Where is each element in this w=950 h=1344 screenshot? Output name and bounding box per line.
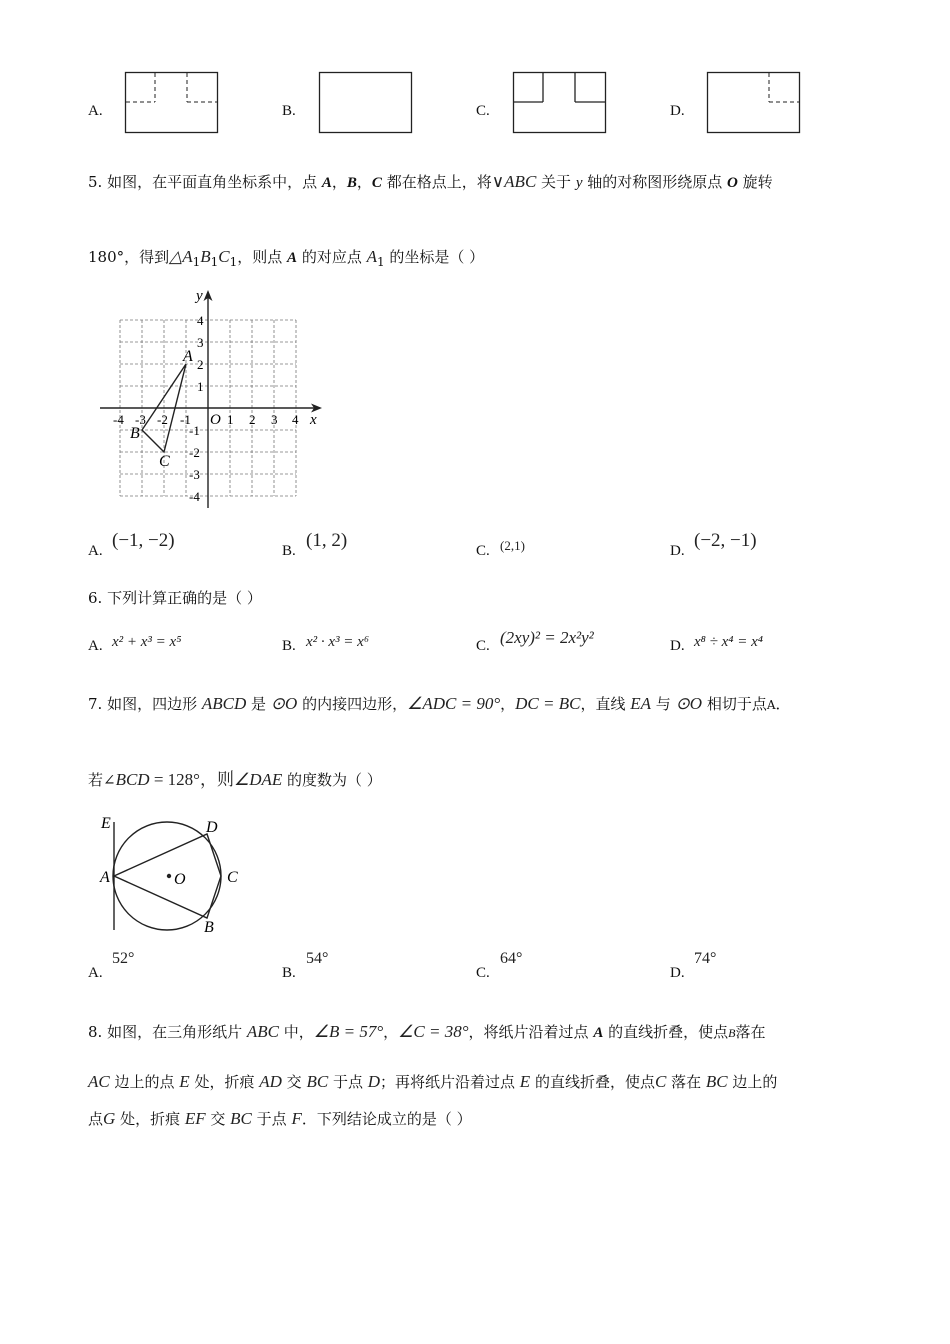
q6-option-c-label[interactable]: C. [476, 638, 490, 654]
q7-option-d-label[interactable]: D. [670, 965, 685, 981]
label-a: A [100, 869, 110, 886]
svg-text:4: 4 [292, 412, 299, 427]
svg-text:-2: -2 [189, 445, 200, 460]
q6-option-d-label[interactable]: D. [670, 638, 685, 654]
svg-text:-3: -3 [135, 412, 146, 427]
q7-circle-figure [96, 812, 256, 938]
q6-stem: 6. 下列计算正确的是（ ） [88, 589, 262, 607]
q5-option-c-label[interactable]: C. [476, 543, 490, 559]
q7-option-b-value: 54° [306, 950, 329, 967]
q7-option-b-label[interactable]: B. [282, 965, 296, 981]
q7-stem-line1: 7. 如图，四边形 ABCD 是 ⊙O 的内接四边形，∠ADC = 90°，DC = BC，直线 EA 与 ⊙O 相切于点A． [88, 694, 791, 713]
x-tick-labels [113, 412, 299, 427]
point-a-label: A [183, 348, 193, 365]
q7-option-a-label[interactable]: A. [88, 965, 103, 981]
q4-option-a-figure [124, 71, 220, 135]
q4-option-c-figure [512, 71, 608, 135]
svg-text:-1: -1 [189, 423, 200, 438]
q5-option-d-value: (−2, −1) [694, 530, 757, 551]
svg-text:1: 1 [227, 412, 234, 427]
svg-text:4: 4 [197, 313, 204, 328]
q8-stem-line2: AC 边上的点 E 处，折痕 AD 交 BC 于点 D；再将纸片沿着过点 E 的直线折叠，使点C 落在 BC 边上的 [88, 1072, 778, 1091]
svg-text:-4: -4 [113, 412, 124, 427]
q7-option-d-value: 74° [694, 950, 717, 967]
svg-text:1: 1 [197, 379, 204, 394]
label-e: E [101, 815, 111, 832]
point-b-label: B [130, 425, 140, 442]
center-point [167, 874, 171, 878]
q5-stem-line2: 180°，得到$\triangle A_1B_1C_1$，则点 A 的对应点 $A_1$ 的坐标是（ ） [88, 247, 485, 269]
svg-text:2: 2 [249, 412, 256, 427]
svg-text:3: 3 [197, 335, 204, 350]
origin-label: O [210, 412, 221, 428]
q5-option-b-label[interactable]: B. [282, 543, 296, 559]
svg-text:-2: -2 [157, 412, 168, 427]
label-o: O [174, 871, 186, 888]
q5-option-d-label[interactable]: D. [670, 543, 685, 559]
q6-option-b-value: x² · x³ = x⁶ [306, 634, 370, 650]
q5-coordinate-graph [96, 284, 328, 514]
svg-text:-4: -4 [189, 489, 200, 504]
q6-option-a-label[interactable]: A. [88, 638, 103, 654]
q4-option-b-figure [318, 71, 414, 135]
q8-stem-line1: 8. 如图，在三角形纸片 ABC 中，∠B = 57°，∠C = 38°，将纸片沿着过点 A 的直线折叠，使点B落在 [88, 1022, 766, 1041]
q4-option-c-label[interactable]: C. [476, 103, 490, 119]
y-axis-label: y [196, 288, 203, 304]
svg-text:3: 3 [271, 412, 278, 427]
q5-option-a-value: (−1, −2) [112, 530, 175, 551]
q5-option-b-value: (1, 2) [306, 530, 348, 551]
q4-option-d-figure [706, 71, 802, 135]
q6-option-c-value: (2xy)² = 2x²y² [500, 628, 594, 647]
point-c-label: C [159, 453, 170, 470]
q7-stem-line2: 若∠BCD = 128°，则∠DAE 的度数为（ ） [88, 770, 382, 789]
q4-option-d-label[interactable]: D. [670, 103, 685, 119]
q6-option-d-value: x⁸ ÷ x⁴ = x⁴ [694, 634, 763, 650]
q7-option-c-value: 64° [500, 950, 523, 967]
q6-option-a-value: x² + x³ = x⁵ [112, 634, 182, 650]
svg-text:-3: -3 [189, 467, 200, 482]
q7-option-c-label[interactable]: C. [476, 965, 490, 981]
label-b: B [204, 919, 214, 936]
q5-stem-line1: 5. 如图，在平面直角坐标系中，点 A，B，C 都在格点上，将∨ABC 关于 y 轴的对称图形绕原点 O 旋转 [88, 172, 773, 191]
svg-text:2: 2 [197, 357, 204, 372]
svg-text:-1: -1 [180, 412, 191, 427]
q7-option-a-value: 52° [112, 950, 135, 967]
q4-option-a-label[interactable]: A. [88, 103, 103, 119]
label-c: C [227, 869, 238, 886]
q5-option-a-label[interactable]: A. [88, 543, 103, 559]
label-d: D [206, 819, 218, 836]
q5-option-c-value: (2,1) [500, 538, 525, 553]
q6-option-b-label[interactable]: B. [282, 638, 296, 654]
q8-stem-line3: 点G 处，折痕 EF 交 BC 于点 F．下列结论成立的是（ ） [88, 1109, 472, 1128]
x-axis-label: x [310, 412, 317, 428]
q4-option-b-label[interactable]: B. [282, 103, 296, 119]
